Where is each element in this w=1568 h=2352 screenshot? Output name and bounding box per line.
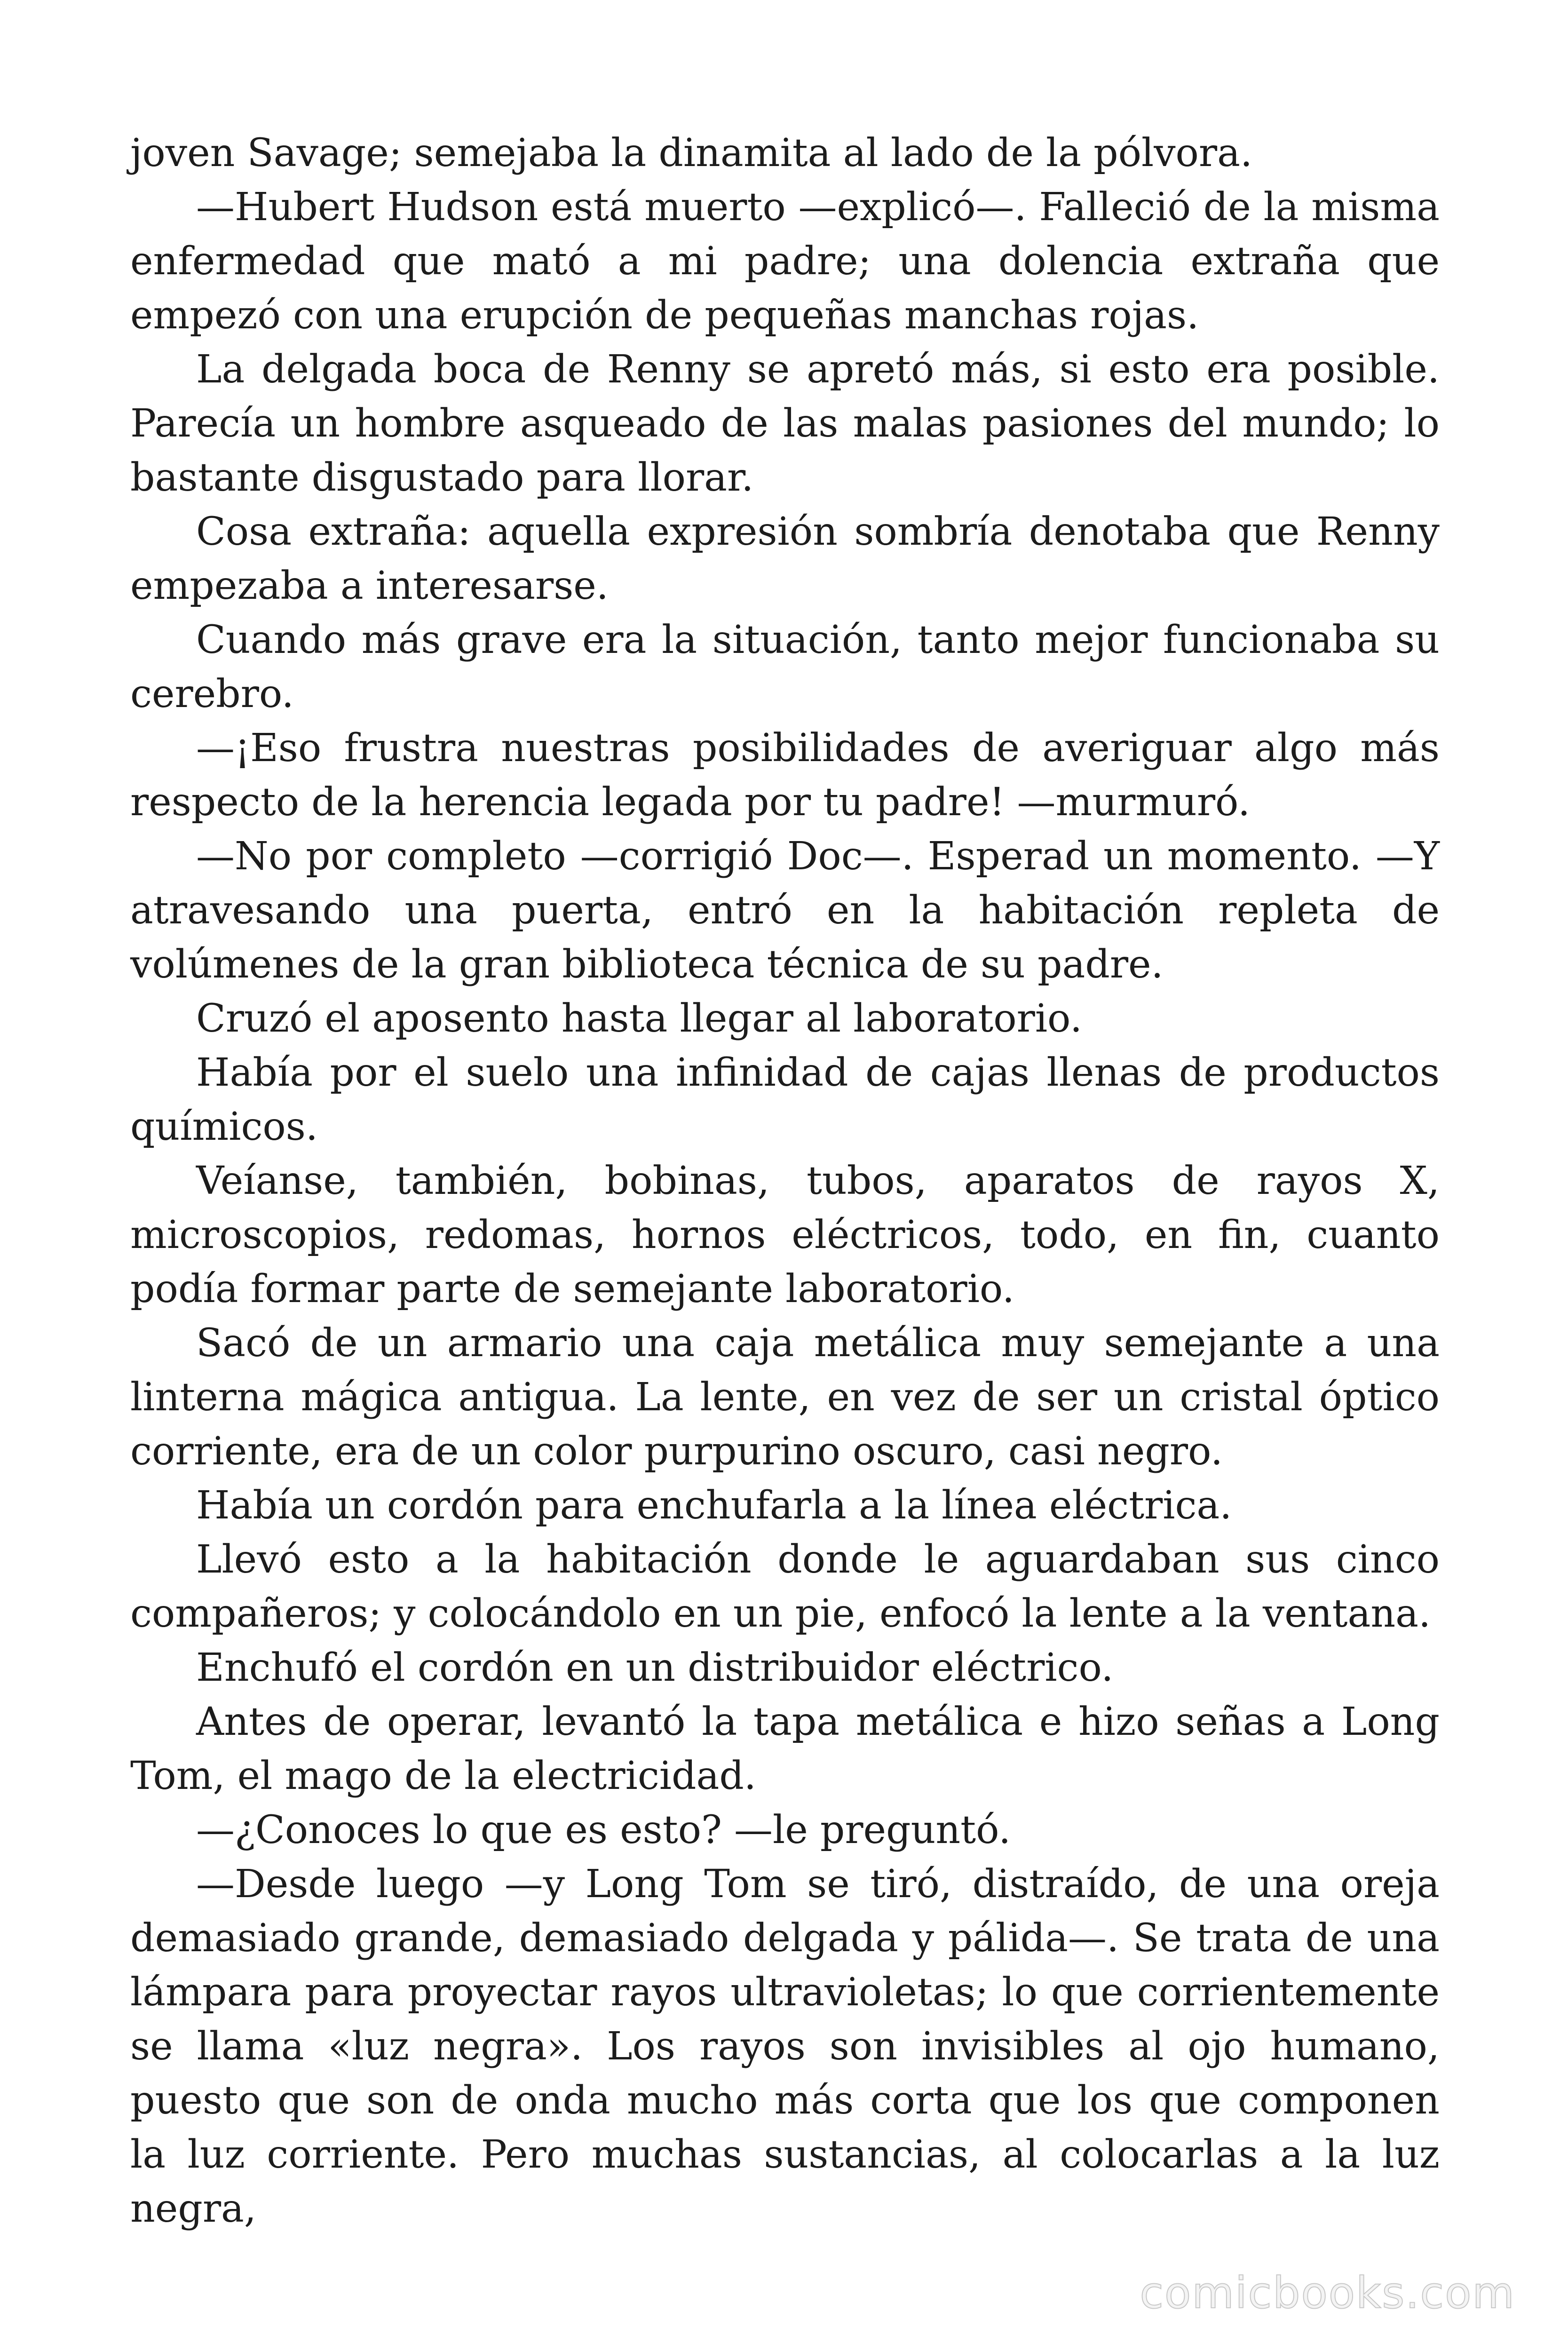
paragraph-3: La delgada boca de Renny se apretó más, si esto era posible. Parecía un hombre asqueado de las malas pasiones del mundo; lo bastante disgustado para llorar. [130, 347, 1440, 500]
paragraph-6: —¡Eso frustra nuestras posibilidades de averiguar algo más respecto de la herencia legada por tu padre! —murmuró. [130, 726, 1440, 825]
paragraph-11: Sacó de un armario una caja metálica muy semejante a una linterna mágica antigua. La lente, en vez de ser un cristal óptico corriente, era de un color purpurino oscuro, casi negro. [130, 1321, 1440, 1474]
body-text [130, 126, 1440, 2236]
paragraph-4: Cosa extraña: aquella expresión sombría denotaba que Renny empezaba a interesarse. [130, 509, 1440, 608]
paragraph-16: —¿Conoces lo que es esto? —le preguntó. [196, 1808, 1011, 1852]
paragraph-9: Había por el suelo una infinidad de cajas llenas de productos químicos. [130, 1050, 1440, 1149]
paragraph-7: —No por completo —corrigió Doc—. Esperad un momento. —Y atravesando una puerta, entró en la habitación repleta de volúmenes de la gran biblioteca técnica de su padre. [130, 834, 1440, 987]
paragraph-5: Cuando más grave era la situación, tanto mejor funcionaba su cerebro. [130, 618, 1440, 716]
paragraph-14: Enchufó el cordón en un distribuidor eléctrico. [196, 1645, 1114, 1690]
paragraph-13: Llevó esto a la habitación donde le aguardaban sus cinco compañeros; y colocándolo en un pie, enfocó la lente a la ventana. [130, 1537, 1440, 1636]
paragraph-2: —Hubert Hudson está muerto —explicó—. Falleció de la misma enfermedad que mató a mi padre; una dolencia extraña que empezó con una erupción de pequeñas manchas rojas. [130, 185, 1440, 338]
paragraph-17: —Desde luego —y Long Tom se tiró, distraído, de una oreja demasiado grande, demasiado delgada y pálida—. Se trata de una lámpara para proyectar rayos ultravioletas; lo que corrientemente se llama «luz negra». Los rayos son invisibles al ojo humano, puesto que son de onda mucho más corta que los que componen la luz corriente. Pero muchas sustancias, al colocarlas a la luz negra, [130, 1862, 1440, 2231]
paragraph-12: Había un cordón para enchufarla a la línea eléctrica. [196, 1483, 1232, 1528]
paragraph-1: joven Savage; semejaba la dinamita al lado de la pólvora. [130, 131, 1253, 175]
paragraph-15: Antes de operar, levantó la tapa metálica e hizo señas a Long Tom, el mago de la electricidad. [130, 1700, 1440, 1798]
paragraph-8: Cruzó el aposento hasta llegar al laboratorio. [196, 996, 1083, 1041]
paragraph-10: Veíanse, también, bobinas, tubos, aparatos de rayos X, microscopios, redomas, hornos eléctricos, todo, en fin, cuanto podía formar parte de semejante laboratorio. [130, 1159, 1440, 1311]
watermark: comicbooks.com [1140, 2268, 1515, 2318]
